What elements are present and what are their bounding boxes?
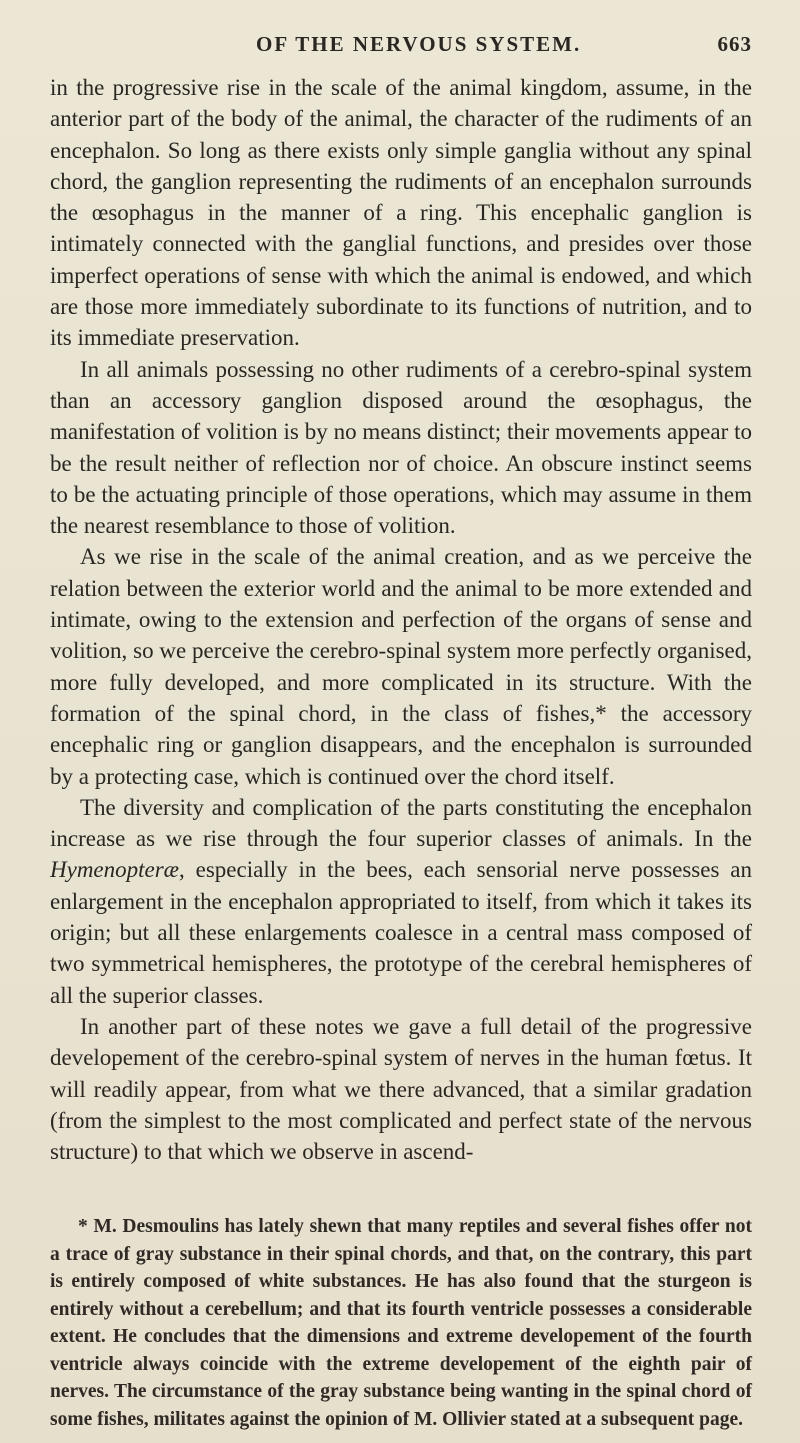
footnote-text: * M. Desmoulins has lately shewn that many reptiles and several fishes offer not a trace of gray substance in their spinal chords, and that, on the contrary, this part is entirely composed of white substances. He has also found that the sturgeon is entirely without a cerebellum; and that its fourth ventricle possesses a considerable extent. He concludes that the dimensions and extreme developement of the fourth ventricle always coincide with the extreme developement of the eighth pair of nerves. The circumstance of the gray substance being wanting in the spinal chord of some fishes, militates against the opinion of M. Ollivier stated at a subsequent page. bbox=[50, 1216, 752, 1430]
paragraph-1: in the progressive rise in the scale of the animal kingdom, assume, in the anterior part of the body of the animal, the character of the rudiments of an encephalon. So long as there exists only simple ganglia without any spinal chord, the ganglion representing the rudiments of an encephalon surrounds the œsophagus in the manner of a ring. This encephalic ganglion is intimately connected with the ganglial functions, and presides over those imperfect operations of sense with which the animal is endowed, and which are those more immediately subordinate to its functions of nutrition, and to its immediate preservation. bbox=[50, 75, 752, 351]
running-title: OF THE NERVOUS SYSTEM. bbox=[256, 32, 582, 56]
running-header bbox=[50, 32, 752, 72]
paragraph-5: In another part of these notes we gave a full detail of the progressive developement of the cerebro-spinal system of nerves in the human fœtus. It will readily appear, from what we there advanced, that a similar gradation (from the simplest to the most complicated and perfect state of the nervous structure) to that which we observe in ascend- bbox=[50, 1013, 752, 1165]
italic-term-hymenopterae: Hymenopteræ bbox=[50, 857, 180, 883]
body-text bbox=[50, 72, 752, 1167]
paragraph-3: As we rise in the scale of the animal creation, and as we perceive the relation between the exterior world and the animal to be more extended and intimate, owing to the extension and perfection of the organs of sense and volition, so we perceive the cerebro-spinal system more perfectly organised, more fully developed, and more complicated in its structure. With the formation of the spinal chord, in the class of fishes,* the accessory encephalic ring or ganglion disappears, and the encephalon is surrounded by a protecting case, which is continued over the chord itself. bbox=[50, 544, 752, 789]
paragraph-2: In all animals possessing no other rudiments of a cerebro-spinal system than an accessory ganglion disposed around the œsophagus, the manifestation of volition is by no means distinct; their movements appear to be the result neither of reflection nor of choice. An obscure instinct seems to be the actuating principle of those operations, which may assume in them the nearest resemblance to those of volition. bbox=[50, 356, 752, 539]
page-number: 663 bbox=[717, 32, 752, 56]
paragraph-4-end: , especially in the bees, each sensorial nerve possesses an enlargement in the encephalon appropriated to itself, from which it takes its origin; but all these enlargements coalesce in a central mass composed of two symmetrical hemispheres, the prototype of the cerebral hemispheres of all the superior classes. bbox=[50, 857, 752, 1008]
footnote bbox=[50, 1213, 752, 1433]
paragraph-4-start: The diversity and complication of the parts constituting the encephalon increase as we rise through the four superior classes of animals. In the bbox=[50, 794, 752, 852]
paragraph-4 bbox=[50, 792, 752, 1011]
